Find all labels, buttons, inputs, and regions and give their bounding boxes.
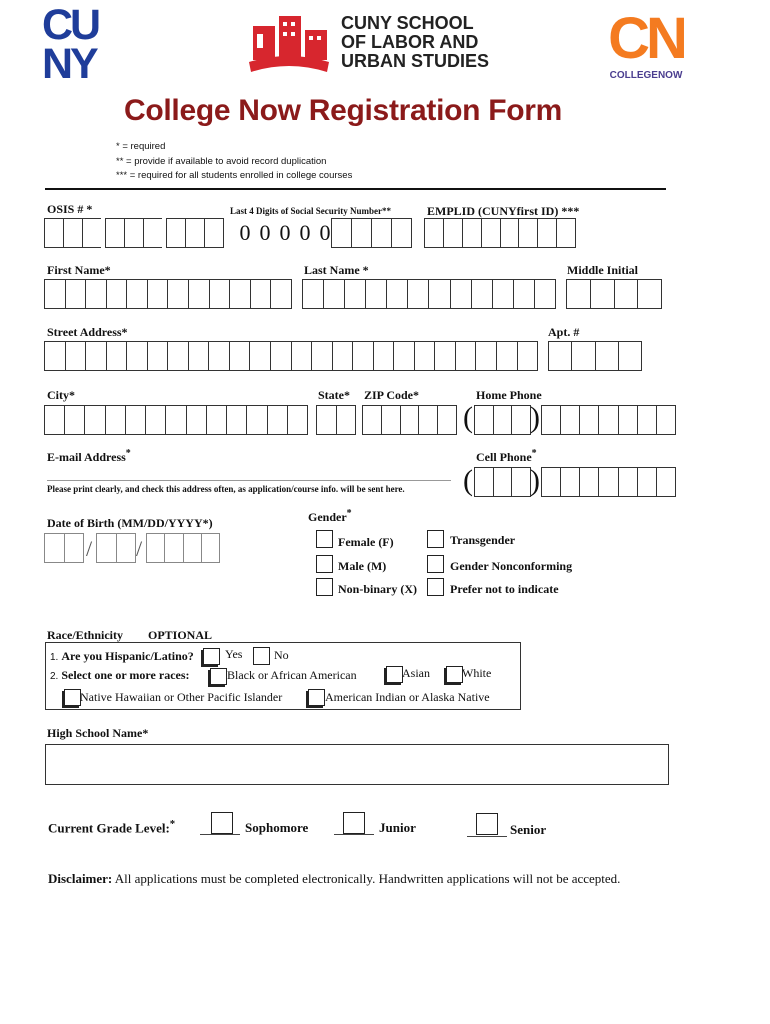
home-phone-area-input[interactable] [474, 405, 531, 435]
race-q1-number: 1. [50, 652, 59, 663]
home-phone-number-input[interactable] [541, 405, 676, 435]
gender-male-checkbox[interactable] [316, 555, 333, 573]
slu-logo-line2: OF LABOR AND [341, 32, 479, 52]
race-hawaiian-checkbox[interactable] [64, 689, 81, 706]
state-label: State* [318, 388, 350, 402]
cn-logo-sub: COLLEGENOW [609, 70, 683, 81]
race-american-indian-checkbox[interactable] [308, 689, 325, 706]
hispanic-no-label: No [274, 648, 289, 662]
race-white-label: White [462, 666, 492, 680]
race-q1 [50, 649, 194, 664]
street-label: Street Address* [47, 325, 128, 339]
cell-phone-label-text: Cell Phone [476, 450, 532, 464]
email-label [47, 448, 131, 465]
hispanic-yes-checkbox[interactable] [203, 648, 220, 665]
grade-sophomore-checkbox[interactable] [211, 812, 233, 834]
email-label-text: E-mail Address [47, 450, 126, 464]
gender-nonconforming-label: Gender Nonconforming [450, 559, 573, 573]
cell-phone-area-input[interactable] [474, 467, 531, 497]
race-asian-checkbox[interactable] [386, 666, 403, 683]
gender-male-label: Male (M) [338, 559, 387, 573]
race-hawaiian-label: Native Hawaiian or Other Pacific Islander [80, 690, 283, 704]
note-required: * = required [116, 141, 166, 152]
race-q2 [50, 668, 190, 683]
cuny-logo [42, 1, 120, 90]
disclaimer-label: Disclaimer: [48, 871, 113, 886]
grade-junior-label: Junior [379, 820, 416, 835]
slu-logo [243, 12, 498, 80]
last-name-label: Last Name * [304, 263, 369, 277]
college-now-logo [596, 6, 696, 84]
ssn-input[interactable] [232, 218, 412, 248]
disclaimer [48, 871, 620, 887]
gender-nonbinary-checkbox[interactable] [316, 578, 333, 596]
last-name-input[interactable] [302, 279, 556, 309]
race-label: Race/Ethnicity [47, 628, 123, 642]
header-divider [45, 188, 666, 190]
ssn-digit: 0 [299, 220, 311, 245]
note-provide: ** = provide if available to avoid record duplication [116, 156, 327, 167]
grade-senior-label: Senior [510, 822, 547, 837]
race-black-checkbox[interactable] [210, 668, 227, 685]
email-required-star: * [125, 448, 131, 459]
cn-logo-text: CN [608, 6, 684, 71]
emplid-input[interactable] [424, 218, 576, 248]
gender-transgender-label: Transgender [450, 533, 516, 547]
race-black-label: Black or African American [227, 668, 357, 682]
ssn-label: Last 4 Digits of Social Security Number** [230, 206, 391, 216]
gender-nonconforming-checkbox[interactable] [427, 555, 444, 573]
gender-prefer-not-checkbox[interactable] [427, 578, 444, 596]
dob-year-input[interactable] [146, 533, 220, 563]
slu-logo-line1: CUNY SCHOOL [341, 13, 474, 33]
ssn-digit: 0 [239, 220, 251, 245]
cell-phone-close-paren-icon: ) [530, 464, 540, 497]
state-input[interactable] [316, 405, 356, 435]
apt-input[interactable] [548, 341, 642, 371]
high-school-input[interactable] [45, 744, 669, 785]
grade-sophomore-label: Sophomore [245, 820, 309, 835]
gender-label-text: Gender [308, 510, 347, 524]
disclaimer-text: All applications must be completed electronically. Handwritten applications will not be accepted. [112, 871, 621, 886]
gender-nonbinary-label: Non-binary (X) [338, 582, 418, 596]
race-q2-number: 2. [50, 671, 59, 682]
middle-initial-input[interactable] [566, 279, 662, 309]
dob-slash-icon: / [136, 536, 143, 561]
grade-senior-checkbox[interactable] [476, 813, 498, 835]
ssn-digit: 0 [259, 220, 271, 245]
home-phone-close-paren-icon: ) [530, 401, 540, 434]
slu-emblem-icon [243, 12, 335, 78]
page-title: College Now Registration Form [124, 94, 563, 127]
cuny-logo-text: CUNY [42, 1, 99, 88]
zip-input[interactable] [362, 405, 457, 435]
grade-junior-checkbox[interactable] [343, 812, 365, 834]
cell-phone-label [476, 448, 537, 465]
cell-phone-number-input[interactable] [541, 467, 676, 497]
dob-slash-icon: / [86, 536, 93, 561]
city-label: City* [47, 388, 75, 402]
first-name-input[interactable] [44, 279, 292, 309]
dob-day-input[interactable] [96, 533, 136, 563]
grade-required-star: * [169, 818, 176, 830]
apt-label: Apt. # [548, 325, 580, 339]
dob-label: Date of Birth (MM/DD/YYYY*) [47, 516, 213, 530]
race-q2-text: Select one or more races: [61, 668, 190, 682]
zip-label: ZIP Code* [364, 388, 420, 402]
grade-label [48, 818, 175, 836]
city-input[interactable] [44, 405, 308, 435]
ssn-digit: 0 [279, 220, 291, 245]
email-note: Please print clearly, and check this address often, as application/course info. will be sent here. [47, 484, 405, 494]
race-white-checkbox[interactable] [446, 666, 463, 683]
grade-senior-underline [467, 836, 507, 837]
grade-sophomore-underline [200, 834, 240, 835]
email-input-line[interactable] [47, 480, 451, 481]
race-optional-label: OPTIONAL [148, 628, 213, 642]
gender-female-checkbox[interactable] [316, 530, 333, 548]
cell-required-star: * [531, 448, 537, 459]
gender-prefer-not-label: Prefer not to indicate [450, 582, 559, 596]
gender-transgender-checkbox[interactable] [427, 530, 444, 548]
note-college: *** = required for all students enrolled in college courses [116, 170, 353, 181]
osis-input[interactable] [44, 218, 224, 248]
osis-label: OSIS # * [47, 202, 93, 216]
first-name-label: First Name* [47, 263, 111, 277]
hispanic-no-checkbox[interactable] [253, 647, 270, 665]
ssn-digit: 0 [319, 220, 331, 245]
gender-female-label: Female (F) [338, 535, 394, 549]
race-american-indian-label: American Indian or Alaska Native [325, 690, 490, 704]
race-asian-label: Asian [402, 666, 430, 680]
high-school-label: High School Name* [47, 726, 149, 740]
grade-junior-underline [334, 834, 374, 835]
home-phone-label: Home Phone [476, 388, 542, 402]
dob-month-input[interactable] [44, 533, 84, 563]
hispanic-yes-label: Yes [225, 647, 243, 661]
slu-logo-line3: URBAN STUDIES [341, 51, 490, 71]
cell-phone-open-paren-icon: ( [463, 464, 473, 497]
gender-label [308, 508, 352, 525]
street-input[interactable] [44, 341, 538, 371]
grade-label-text: Current Grade Level: [48, 820, 170, 836]
middle-initial-label: Middle Initial [567, 263, 639, 277]
emplid-label: EMPLID (CUNYfirst ID) *** [427, 204, 580, 218]
home-phone-open-paren-icon: ( [463, 401, 473, 434]
gender-required-star: * [346, 508, 352, 519]
race-q1-text: Are you Hispanic/Latino? [61, 649, 194, 663]
